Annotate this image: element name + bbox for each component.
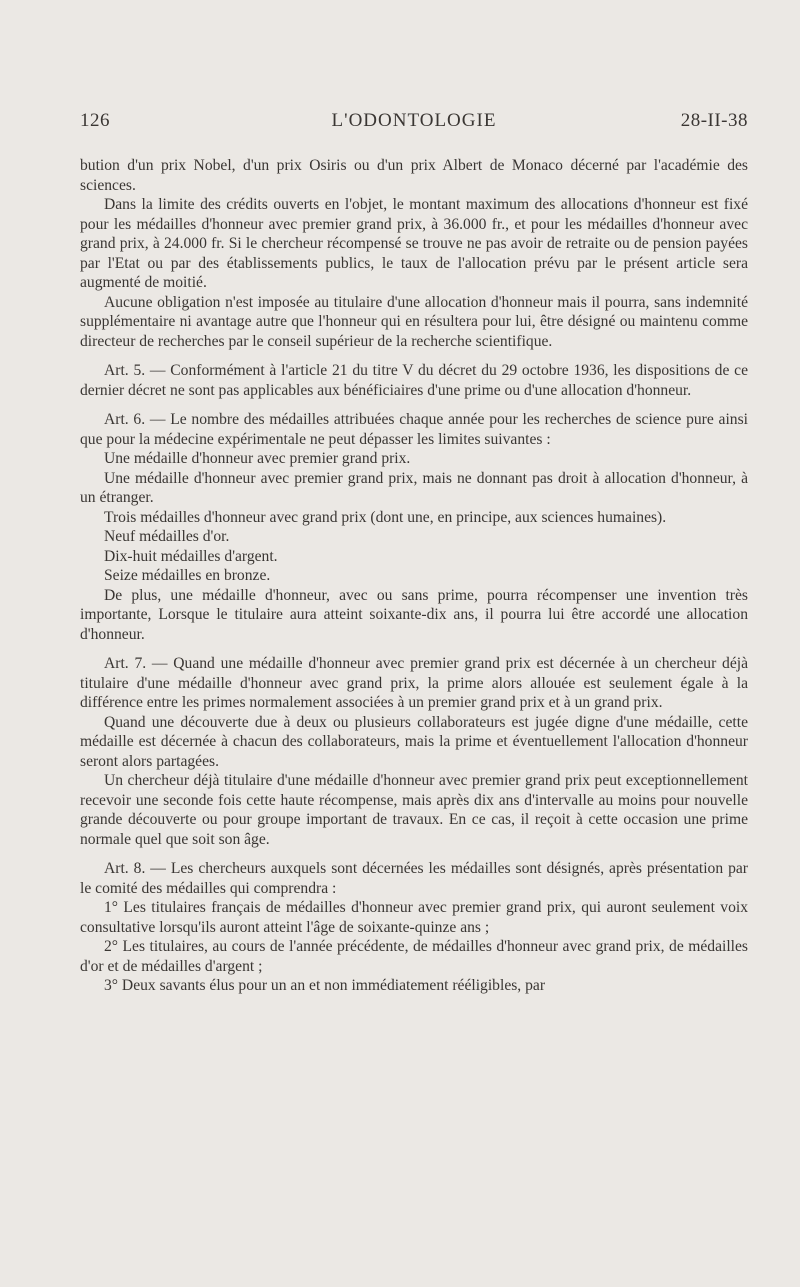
paragraph: Dix-huit médailles d'argent. bbox=[104, 547, 278, 565]
paragraph: Une médaille d'honneur avec premier grand prix, mais ne donnant pas droit à allocation d'honneur, à un étranger. bbox=[80, 469, 748, 506]
paragraph: Aucune obligation n'est imposée au titulaire d'une allocation d'honneur mais il pourra, sans indemnité supplémentaire ni avantage autre que l'honneur qui en résultera pour lui, être désigné ou maintenu comme directeur de recherches par le conseil supérieur de la recherche scientifique. bbox=[80, 293, 748, 350]
paragraph: Art. 6. — Le nombre des médailles attribuées chaque année pour les recherches de science pure ainsi que pour la médecine expérimentale ne peut dépasser les limites suivantes : bbox=[80, 411, 748, 448]
page-number: 126 bbox=[80, 110, 110, 131]
paragraph: Quand une découverte due à deux ou plusieurs collaborateurs est jugée digne d'une médaille, cette médaille est décernée à chacun des collaborateurs, mais la prime et éventuellement l'allocation d'honneur seront alors partagées. bbox=[80, 713, 748, 770]
paragraph: 3° Deux savants élus pour un an et non immédiatement rééligibles, par bbox=[104, 977, 546, 994]
issue-date: 28-II-38 bbox=[680, 110, 748, 131]
running-header bbox=[80, 110, 748, 140]
paragraph: Neuf médailles d'or. bbox=[104, 528, 230, 545]
paragraph: Un chercheur déjà titulaire d'une médaille d'honneur avec premier grand prix peut exceptionnellement recevoir une seconde fois cette haute récompense, mais après dix ans d'intervalle au moins pour nouvelle grande découverte ou pour groupe important de travaux. En ce cas, il reçoit à cette occasion une prime normale quel que soit son âge. bbox=[80, 772, 748, 848]
paragraph: Seize médailles en bronze. bbox=[104, 567, 271, 584]
paragraph: Art. 7. — Quand une médaille d'honneur avec premier grand prix est décernée à un chercheur déjà titulaire d'une médaille d'honneur avec grand prix, la prime alors allouée est seulement égale à la différence entre les primes normalement associées à un premier grand prix et à un grand prix. bbox=[80, 655, 748, 711]
paragraph: bution d'un prix Nobel, d'un prix Osiris ou d'un prix Albert de Monaco décerné par l'académie des sciences. bbox=[80, 157, 748, 194]
paragraph: De plus, une médaille d'honneur, avec ou sans prime, pourra récompenser une invention très importante, Lorsque le titulaire aura atteint soixante-dix ans, il pourra lui être accordé une allocation d'honneur. bbox=[80, 586, 748, 643]
paragraph: Art. 8. — Les chercheurs auxquels sont décernées les médailles sont désignés, après présentation par le comité des médailles qui comprendra : bbox=[80, 860, 748, 897]
body-text bbox=[80, 156, 748, 996]
paragraph: Dans la limite des crédits ouverts en l'objet, le montant maximum des allocations d'honneur est fixé pour les médailles d'honneur avec premier grand prix, à 36.000 fr., et pour les médailles d'honneur avec grand prix, à 24.000 fr. Si le chercheur récompensé se trouve ne pas avoir de retraite ou de pension payées par l'Etat ou par des établissements publics, le taux de l'allocation prévu par le présent article sera augmenté de moitié. bbox=[80, 196, 748, 291]
paragraph: Trois médailles d'honneur avec grand prix (dont une, en principe, aux sciences humaines). bbox=[104, 508, 667, 526]
paragraph: 2° Les titulaires, au cours de l'année précédente, de médailles d'honneur avec grand prix, de médailles d'or et de médailles d'argent ; bbox=[80, 938, 748, 975]
paragraph: 1° Les titulaires français de médailles d'honneur avec premier grand prix, qui auront seulement voix consultative lorsqu'ils auront atteint l'âge de soixante-quinze ans ; bbox=[80, 899, 748, 936]
paragraph: Art. 5. — Conformément à l'article 21 du titre V du décret du 29 octobre 1936, les dispositions de ce dernier décret ne sont pas applicables aux bénéficiaires d'une prime ou d'une allocation d'honneur. bbox=[80, 362, 748, 399]
journal-title: L'ODONTOLOGIE bbox=[331, 110, 497, 131]
paragraph: Une médaille d'honneur avec premier grand prix. bbox=[104, 450, 411, 467]
